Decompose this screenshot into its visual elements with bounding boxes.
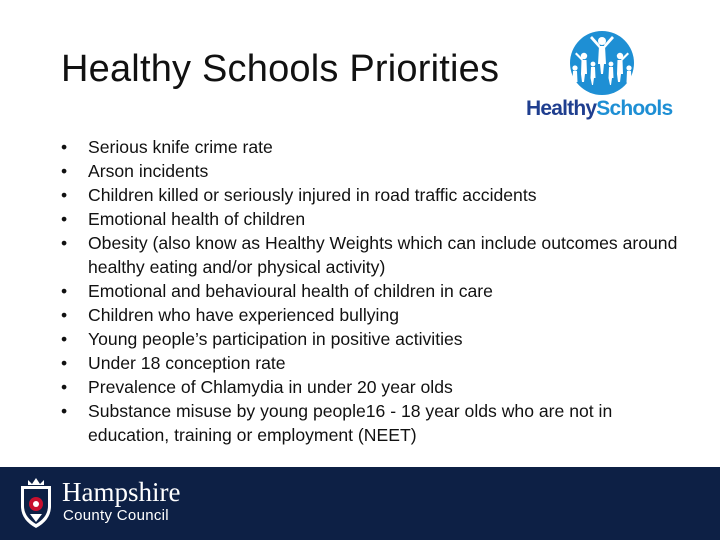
list-item <box>61 135 691 159</box>
list-item <box>61 375 691 399</box>
list-item-text: Arson incidents <box>88 161 209 181</box>
list-item <box>61 207 691 231</box>
list-item-text: Substance misuse by young people16 - 18 year olds who are not in education, training or employment (NEET) <box>88 401 613 445</box>
county-crest-icon <box>18 476 54 530</box>
list-item <box>61 279 691 303</box>
list-item <box>61 399 691 447</box>
list-item-text: Emotional and behavioural health of children in care <box>88 281 493 301</box>
bullet-icon: • <box>61 281 68 301</box>
list-item-text: Emotional health of children <box>88 209 306 229</box>
council-name: Hampshire <box>62 477 181 507</box>
priorities-list <box>61 135 691 447</box>
list-item <box>61 231 691 279</box>
list-item-text: Obesity (also know as Healthy Weights which can include outcomes around healthy eating and/or physical activity) <box>88 233 678 277</box>
healthy-schools-logo <box>526 30 678 122</box>
logo-word-healthy: Healthy <box>526 97 597 120</box>
bullet-icon: • <box>61 401 68 421</box>
list-item <box>61 351 691 375</box>
list-item-text: Children who have experienced bullying <box>88 305 400 325</box>
list-item-text: Under 18 conception rate <box>88 353 286 373</box>
list-item <box>61 183 691 207</box>
list-item-text: Prevalence of Chlamydia in under 20 year olds <box>88 377 453 397</box>
bullet-icon: • <box>61 137 68 157</box>
logo-word-schools: Schools <box>596 97 673 120</box>
bullet-icon: • <box>61 233 68 253</box>
bullet-icon: • <box>61 209 68 229</box>
logo-wordmark <box>526 97 678 121</box>
list-item <box>61 303 691 327</box>
children-group-icon <box>562 30 642 96</box>
bullet-icon: • <box>61 353 68 373</box>
list-item <box>61 327 691 351</box>
list-item-text: Children killed or seriously injured in road traffic accidents <box>88 185 537 205</box>
council-subtitle: County Council <box>63 507 169 524</box>
list-item <box>61 159 691 183</box>
bullet-icon: • <box>61 305 68 325</box>
bullet-icon: • <box>61 185 68 205</box>
list-item-text: Serious knife crime rate <box>88 137 273 157</box>
bullet-icon: • <box>61 377 68 397</box>
slide-title: Healthy Schools Priorities <box>61 48 500 90</box>
footer-banner <box>0 467 720 540</box>
bullet-icon: • <box>61 161 68 181</box>
list-item-text: Young people’s participation in positive activities <box>88 329 463 349</box>
bullet-icon: • <box>61 329 68 349</box>
